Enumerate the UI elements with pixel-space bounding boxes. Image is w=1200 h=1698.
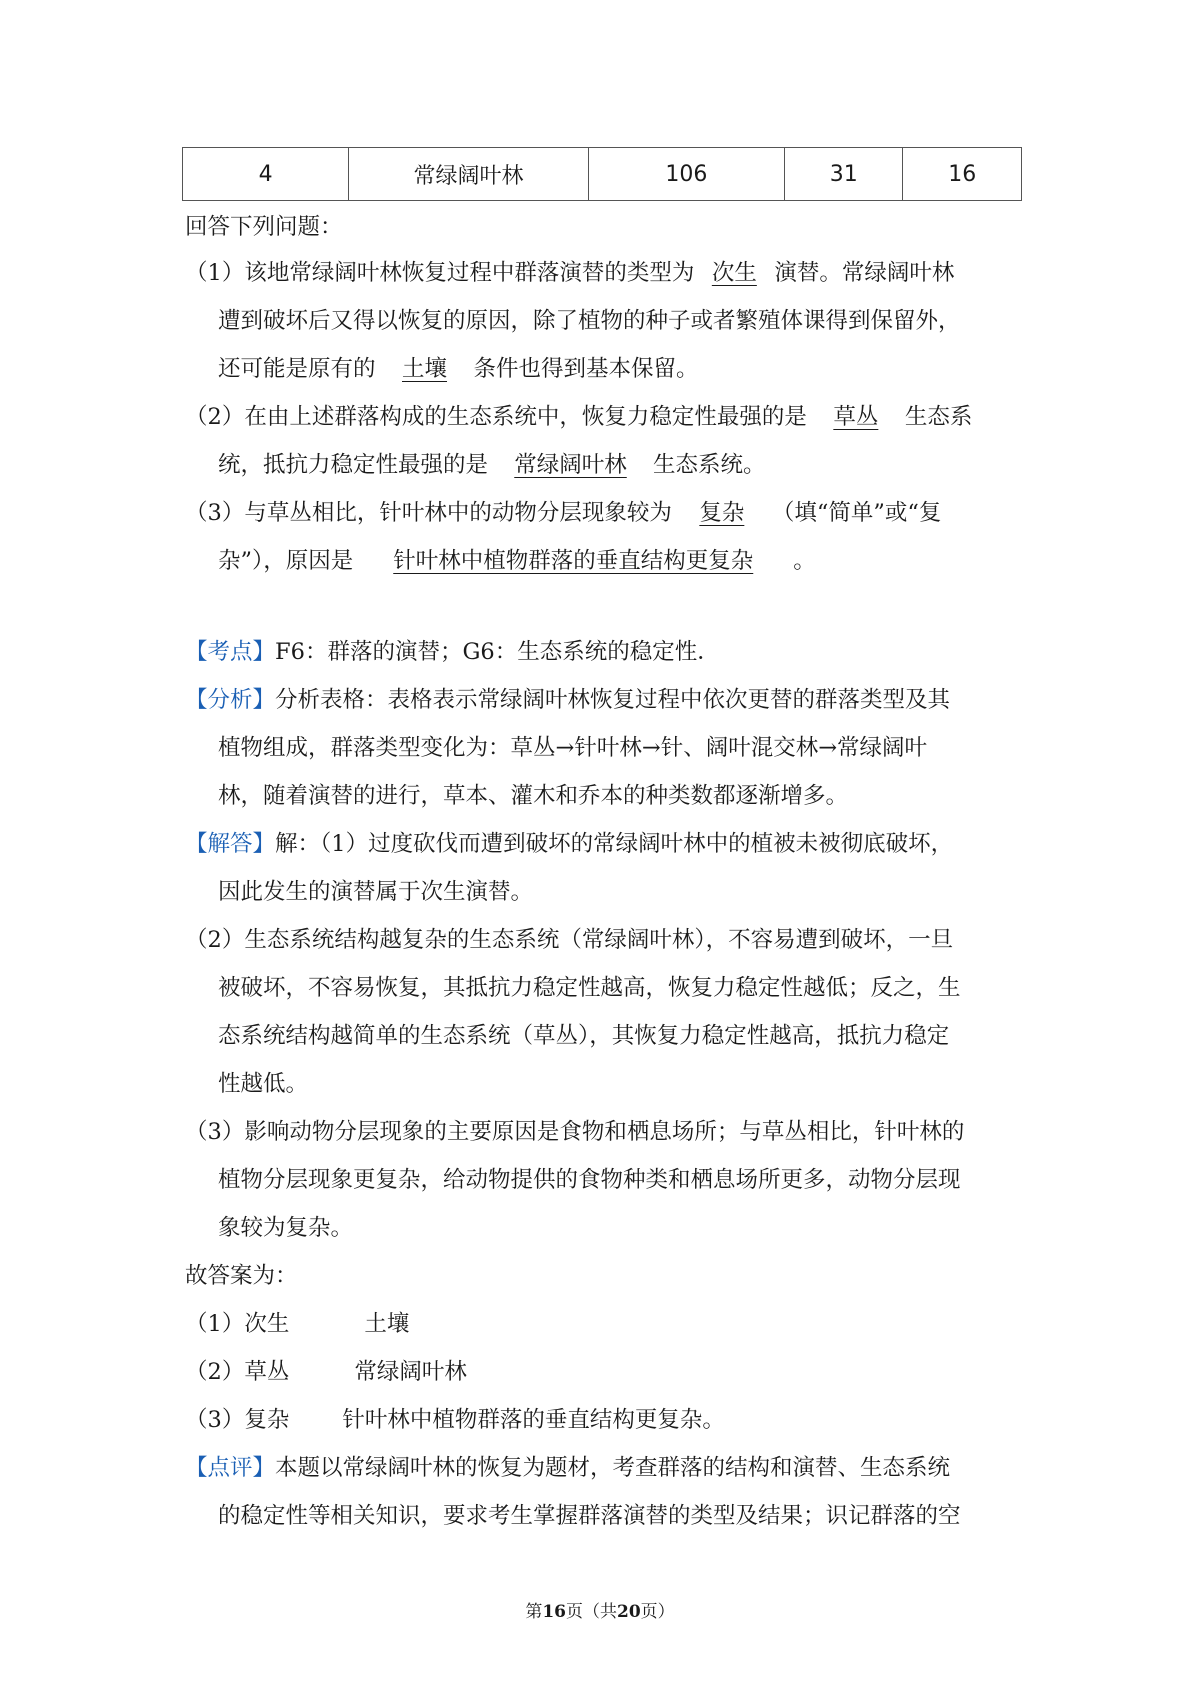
question-1-line-1: （1）该地常绿阔叶林恢复过程中群落演替的类型为 次生 演替。常绿阔叶林	[185, 260, 955, 286]
intro-text: 回答下列问题：	[185, 214, 343, 240]
section-tag: 【考点】	[185, 639, 276, 665]
question-1-line-3: 还可能是原有的 土壤 条件也得到基本保留。	[218, 356, 699, 382]
answer-blank: 针叶林中植物群落的垂直结构更复杂	[393, 548, 754, 574]
jieda-p3-line-1: （3）影响动物分层现象的主要原因是食物和栖息场所；与草丛相比，针叶林的	[185, 1119, 965, 1145]
jieda-p2-line-3: 态系统结构越简单的生态系统（草丛），其恢复力稳定性越高，抵抗力稳定	[218, 1023, 950, 1049]
page-footer: 第16页（共20页）	[525, 1602, 675, 1622]
answer-line-2: （2）草丛 常绿阔叶林	[185, 1359, 467, 1385]
section-tag: 【点评】	[185, 1455, 276, 1481]
fenxi-line-3: 林，随着演替的进行，草本、灌木和乔本的种类数都逐渐增多。	[218, 783, 849, 809]
dianping-line-1: 【点评】本题以常绿阔叶林的恢复为题材，考查群落的结构和演替、生态系统	[185, 1455, 951, 1481]
section-tag: 【解答】	[185, 831, 276, 857]
answer-blank: 次生	[711, 260, 757, 286]
answers-title: 故答案为：	[185, 1263, 298, 1289]
answer-line-1: （1）次生 土壤	[185, 1311, 410, 1337]
jieda-p2-line-2: 被破坏，不容易恢复，其抵抗力稳定性越高，恢复力稳定性越低；反之，生	[218, 975, 961, 1001]
jieda-line-2: 因此发生的演替属于次生演替。	[218, 879, 534, 905]
question-number: （2）	[185, 404, 245, 430]
table-row	[183, 148, 1022, 201]
table-cell: 常绿阔叶林	[349, 148, 589, 201]
question-1-line-2: 遭到破坏后又得以恢复的原因，除了植物的种子或者繁殖体课得到保留外，	[218, 308, 961, 334]
kaodian-line: 【考点】F6：群落的演替；G6：生态系统的稳定性．	[185, 639, 720, 665]
question-number: （1）	[185, 260, 245, 286]
jieda-p2-line-1: （2）生态系统结构越复杂的生态系统（常绿阔叶林），不容易遭到破坏，一旦	[185, 927, 954, 953]
table-cell: 106	[588, 148, 784, 201]
jieda-line-1: 【解答】解：（1）过度砍伐而遭到破坏的常绿阔叶林中的植被未被彻底破坏，	[185, 831, 954, 857]
table-cell: 31	[784, 148, 902, 201]
data-table	[182, 147, 1022, 201]
question-3-line-2: 杂”），原因是 针叶林中植物群落的垂直结构更复杂 。	[218, 548, 816, 574]
section-tag: 【分析】	[185, 687, 276, 713]
page-number: 16	[542, 1602, 566, 1622]
page-total: 20	[617, 1602, 641, 1622]
jieda-p2-line-4: 性越低。	[218, 1071, 309, 1097]
dianping-line-2: 的稳定性等相关知识，要求考生掌握群落演替的类型及结果；识记群落的空	[218, 1503, 961, 1529]
fenxi-line-2: 植物组成，群落类型变化为：草丛→针叶林→针、阔叶混交林→常绿阔叶	[218, 735, 928, 761]
answer-line-3: （3）复杂 针叶林中植物群落的垂直结构更复杂。	[185, 1407, 725, 1433]
answer-blank: 草丛	[833, 404, 879, 430]
jieda-p3-line-3: 象较为复杂。	[218, 1215, 354, 1241]
fenxi-line-1: 【分析】分析表格：表格表示常绿阔叶林恢复过程中依次更替的群落类型及其	[185, 687, 951, 713]
answer-blank: 复杂	[699, 500, 745, 526]
question-number: （3）	[185, 500, 245, 526]
question-3-line-1: （3）与草丛相比，针叶林中的动物分层现象较为 复杂 （填“简单”或“复	[185, 500, 942, 526]
question-2-line-2: 统，抵抗力稳定性最强的是 常绿阔叶林 生态系统。	[218, 452, 766, 478]
question-2-line-1: （2）在由上述群落构成的生态系统中，恢复力稳定性最强的是 草丛 生态系	[185, 404, 973, 430]
table-cell: 4	[183, 148, 349, 201]
answer-blank: 常绿阔叶林	[514, 452, 627, 478]
answer-blank: 土壤	[402, 356, 448, 382]
table-cell: 16	[903, 148, 1022, 201]
jieda-p3-line-2: 植物分层现象更复杂，给动物提供的食物种类和栖息场所更多，动物分层现	[218, 1167, 961, 1193]
